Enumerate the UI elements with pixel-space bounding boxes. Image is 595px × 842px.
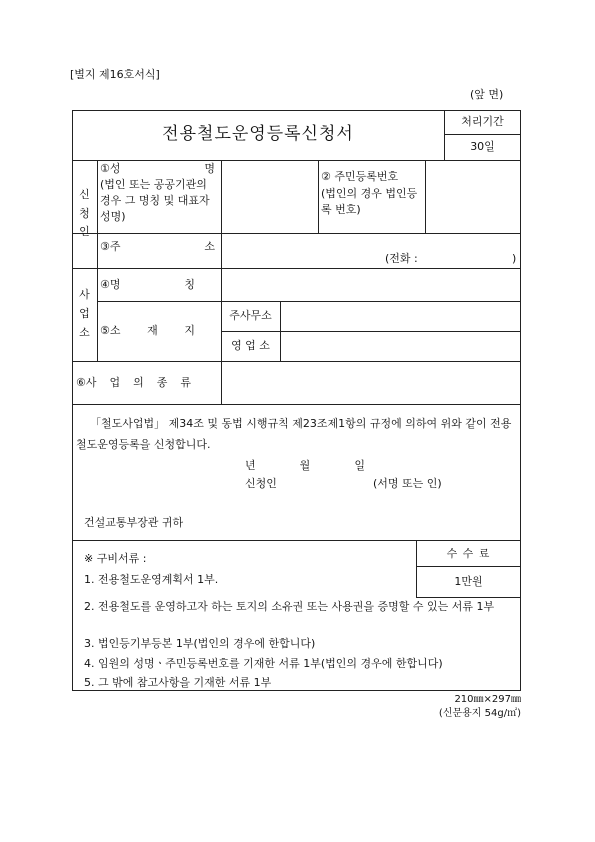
rrn-note: (법인의 경우 법인등록 번호) (321, 187, 418, 216)
document-item: 3. 법인등기부등본 1부(법인의 경우에 한합니다) (84, 637, 316, 650)
business-section-label: 사 업 소 (79, 288, 90, 339)
location-label: ⑤소 재 지 (100, 324, 195, 337)
phone-close: ) (512, 252, 517, 265)
applicant-section-label: 신 청 인 (79, 187, 90, 239)
document-item: 4. 임원의 성명ㆍ주민등록번호를 기재한 서류 1부(법인의 경우에 한합니다) (84, 657, 443, 670)
hq-label: 주사무소 (229, 309, 272, 322)
declaration-text: 「철도사업법」 제34조 및 동법 시행규칙 제23조제1항의 규정에 의하여 위와 같이 전용철도운영등록을 신청합니다. (76, 417, 512, 451)
page-side: (앞 면) (470, 88, 504, 101)
applicant-name-note: (법인 또는 공공기관의 경우 그 명칭 및 대표자 성명) (100, 178, 210, 223)
fee-value: 1만원 (454, 575, 483, 588)
paper-size: 210㎜×297㎜ (454, 694, 521, 705)
form-number: [별지 제16호서식] (70, 68, 160, 81)
office-label: 영 업 소 (231, 339, 270, 352)
business-name-label: ④명 칭 (100, 278, 195, 291)
processing-value: 30일 (470, 140, 495, 153)
business-type-label: ⑥사 업 의 종 류 (76, 376, 191, 389)
form-title: 전용철도운영등록신청서 (162, 124, 354, 144)
phone-label: (전화 : (385, 252, 418, 265)
rrn-label: ② 주민등록번호 (321, 170, 399, 183)
processing-label: 처리기간 (461, 115, 504, 128)
documents-heading: ※ 구비서류 : (84, 552, 147, 565)
document-item: 1. 전용철도운영계획서 1부. (84, 573, 219, 586)
applicant-sign-label: 신청인 (245, 477, 277, 490)
sign-note: (서명 또는 인) (373, 477, 442, 490)
paper-type: (신문용지 54g/㎡) (438, 708, 521, 719)
document-item: 5. 그 밖에 참고사항을 기재한 서류 1부 (84, 676, 272, 689)
applicant-name-label: ①성 명 (100, 162, 215, 175)
address-label: ③주 소 (100, 240, 215, 253)
date-line: 년 월 일 (245, 459, 365, 472)
fee-label: 수 수 료 (446, 547, 491, 560)
recipient: 건설교통부장관 귀하 (84, 516, 184, 529)
document-item: 2. 전용철도를 운영하고자 하는 토지의 소유권 또는 사용권을 증명할 수 있는 서류 1부 (84, 600, 495, 613)
